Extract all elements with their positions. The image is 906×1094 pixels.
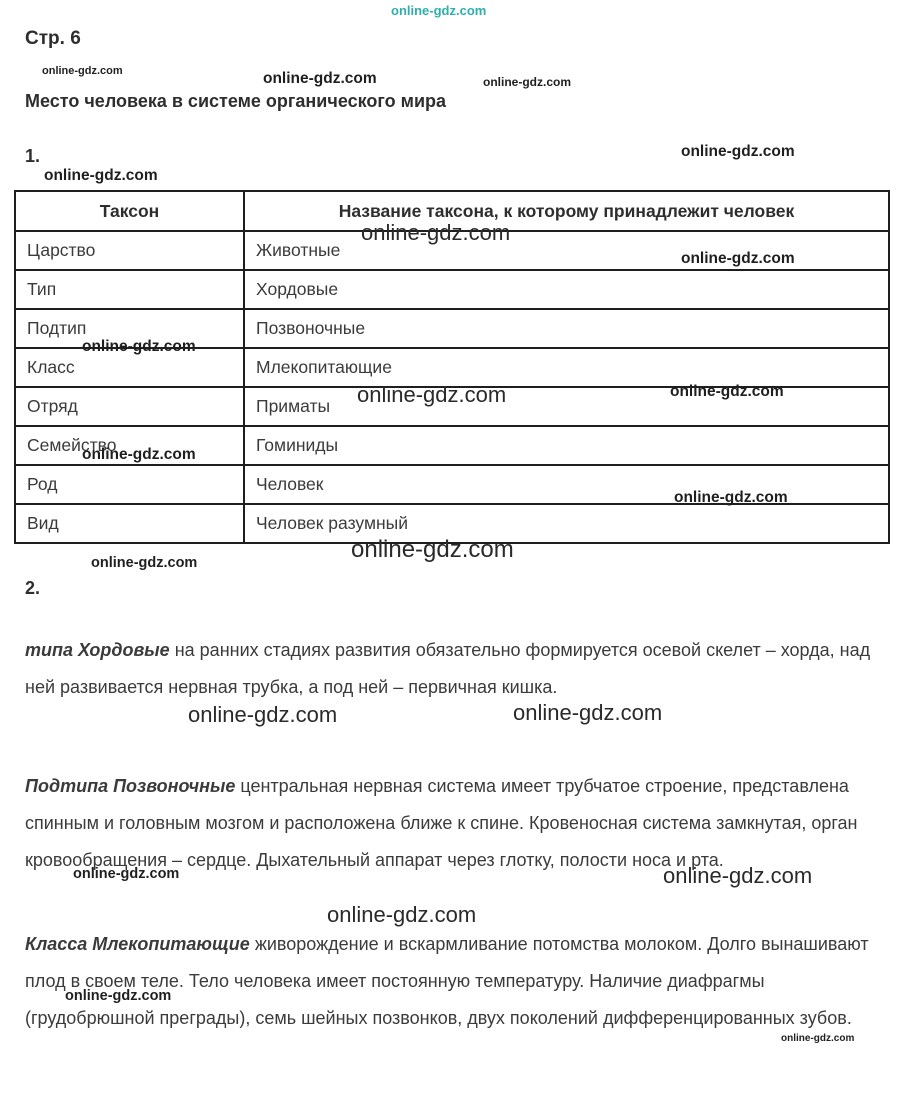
table-row <box>15 348 889 387</box>
paragraph-lead: Класса Млекопитающие <box>25 934 250 954</box>
taxon-cell: Семейство <box>15 426 244 465</box>
watermark: online-gdz.com <box>391 3 487 18</box>
watermark: online-gdz.com <box>327 902 477 927</box>
watermark: online-gdz.com <box>681 143 795 160</box>
taxon-cell: Род <box>15 465 244 504</box>
table-header-name: Название таксона, к которому принадлежит человек <box>244 191 889 231</box>
taxon-cell: Царство <box>15 231 244 270</box>
table-row <box>15 504 889 543</box>
value-cell: Позвоночные <box>244 309 889 348</box>
section-1-number: 1. <box>25 146 41 166</box>
paragraph-vertebrata <box>25 768 873 879</box>
value-cell: Хордовые <box>244 270 889 309</box>
paragraph-chordata <box>25 632 873 706</box>
watermark: online-gdz.com <box>82 338 196 355</box>
watermark: online-gdz.com <box>361 220 511 245</box>
taxon-cell: Класс <box>15 348 244 387</box>
value-cell: Человек разумный <box>244 504 889 543</box>
watermark: online-gdz.com <box>681 250 795 267</box>
table-row <box>15 309 889 348</box>
table-row <box>15 270 889 309</box>
paragraph-text: живорождение и вскармливание потомства молоком. Долго вынашивают плод в своем теле. Тело человека имеет постоянную температуру. Наличие диафрагмы (грудобрюшной преграды), семь шейных позвонков, двух поколений дифференцированных зубов. <box>25 934 869 1028</box>
table-row <box>15 387 889 426</box>
paragraph-text: центральная нервная система имеет трубчатое строение, представлена спинным и головным мозгом и расположена ближе к спине. Кровеносная система замкнутая, орган кровообращения – сердце. Дыхательный аппарат через глотку, полости носа и рта. <box>25 776 858 870</box>
paragraph-text: на ранних стадиях развития обязательно формируется осевой скелет – хорда, над ней развивается нервная трубка, а под ней – первичная кишка. <box>25 640 871 697</box>
watermark: online-gdz.com <box>351 536 514 563</box>
watermark: online-gdz.com <box>513 700 663 725</box>
watermark: online-gdz.com <box>483 75 571 89</box>
value-cell: Млекопитающие <box>244 348 889 387</box>
value-cell: Приматы <box>244 387 889 426</box>
section-2-number: 2. <box>25 578 41 598</box>
paragraph-mammalia <box>25 926 873 1037</box>
watermark: online-gdz.com <box>73 866 180 882</box>
watermark: online-gdz.com <box>188 702 338 727</box>
watermark: online-gdz.com <box>91 555 198 571</box>
watermark: online-gdz.com <box>663 863 813 888</box>
table-row <box>15 426 889 465</box>
taxa-table <box>14 190 890 544</box>
watermark: online-gdz.com <box>670 383 784 400</box>
watermark: online-gdz.com <box>65 988 172 1004</box>
paragraph-lead: Подтипа Позвоночные <box>25 776 236 796</box>
taxon-cell: Подтип <box>15 309 244 348</box>
watermark: online-gdz.com <box>674 489 788 506</box>
page-title: Место человека в системе органического мира <box>25 91 447 111</box>
table-row <box>15 231 889 270</box>
value-cell: Гоминиды <box>244 426 889 465</box>
value-cell: Человек <box>244 465 889 504</box>
taxon-cell: Вид <box>15 504 244 543</box>
table-row <box>15 465 889 504</box>
watermark: online-gdz.com <box>42 65 123 77</box>
paragraph-lead: типа Хордовые <box>25 640 170 660</box>
table-header-row <box>15 191 889 231</box>
page-label: Стр. 6 <box>25 28 81 49</box>
watermark: online-gdz.com <box>263 70 377 87</box>
watermark: online-gdz.com <box>44 167 158 184</box>
watermark: online-gdz.com <box>82 446 196 463</box>
watermark: online-gdz.com <box>357 382 507 407</box>
taxon-cell: Отряд <box>15 387 244 426</box>
table-header-taxon: Таксон <box>15 191 244 231</box>
taxon-cell: Тип <box>15 270 244 309</box>
value-cell: Животные <box>244 231 889 270</box>
watermark: online-gdz.com <box>781 1033 855 1044</box>
